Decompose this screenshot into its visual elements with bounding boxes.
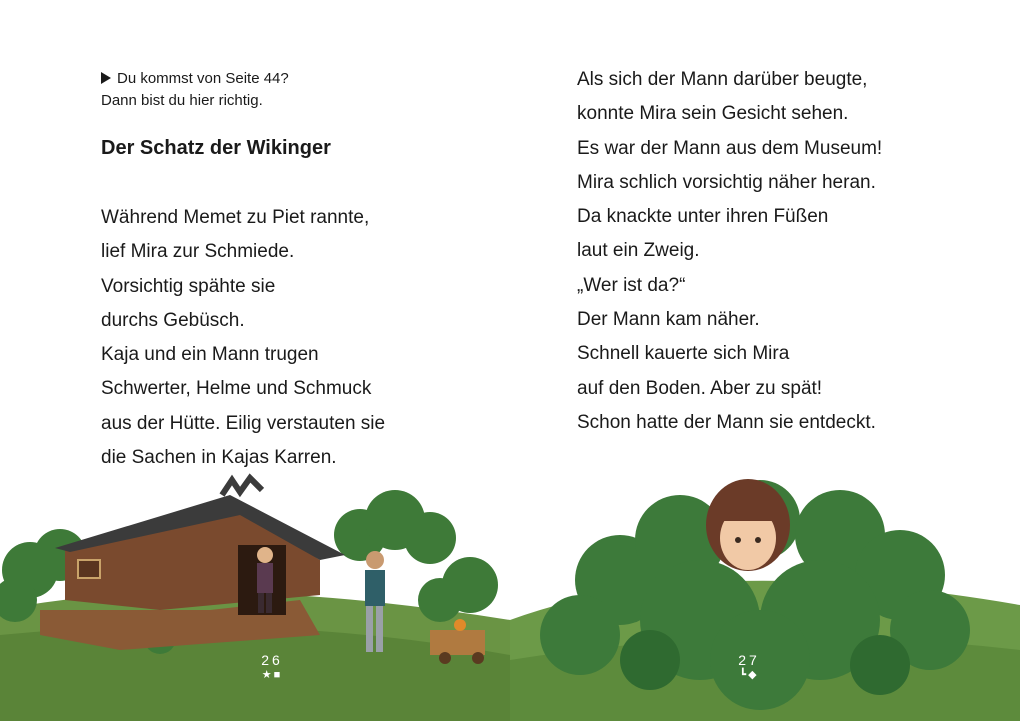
story-line: Kaja und ein Mann trugen (101, 344, 319, 366)
story-line: durchs Gebüsch. (101, 309, 245, 331)
story-line: Der Mann kam näher. (577, 309, 760, 331)
story-line: die Sachen in Kajas Karren. (101, 447, 337, 469)
story-line: lief Mira zur Schmiede. (101, 241, 295, 263)
play-arrow-icon (101, 72, 111, 84)
story-line: „Wer ist da?“ (577, 274, 686, 296)
star-square-icon: ★■ (261, 669, 283, 681)
story-line: Es war der Mann aus dem Museum! (577, 137, 883, 159)
page-number-27: 27 (738, 652, 760, 668)
story-line: Schnell kauerte sich Mira (577, 343, 790, 365)
intro-note (101, 68, 289, 112)
right-story-text (577, 63, 882, 440)
story-line: aus der Hütte. Eilig verstauten sie (101, 412, 386, 434)
story-line: konnte Mira sein Gesicht sehen. (577, 103, 849, 125)
story-line: Mira schlich vorsichtig näher heran. (577, 171, 876, 193)
story-line: laut ein Zweig. (577, 240, 700, 262)
left-story-text (101, 201, 385, 475)
story-line: Schwerter, Helme und Schmuck (101, 378, 372, 400)
intro-line-1: Du kommst von Seite 44? (117, 70, 289, 87)
story-line: Schon hatte der Mann sie entdeckt. (577, 411, 876, 433)
intro-line-2: Dann bist du hier richtig. (101, 92, 263, 109)
right-page (510, 0, 1020, 721)
story-line: auf den Boden. Aber zu spät! (577, 377, 823, 399)
corner-diamond-icon: ┗◆ (739, 669, 759, 681)
page-number-26: 26 (261, 652, 283, 668)
page-number-right (732, 652, 766, 681)
story-line: Als sich der Mann darüber beugte, (577, 69, 868, 90)
page-number-left (255, 652, 289, 681)
chapter-heading: Der Schatz der Wikinger (101, 137, 331, 159)
story-line: Vorsichtig spähte sie (101, 275, 276, 297)
story-line: Während Memet zu Piet rannte, (101, 207, 370, 228)
story-line: Da knackte unter ihren Füßen (577, 206, 829, 228)
